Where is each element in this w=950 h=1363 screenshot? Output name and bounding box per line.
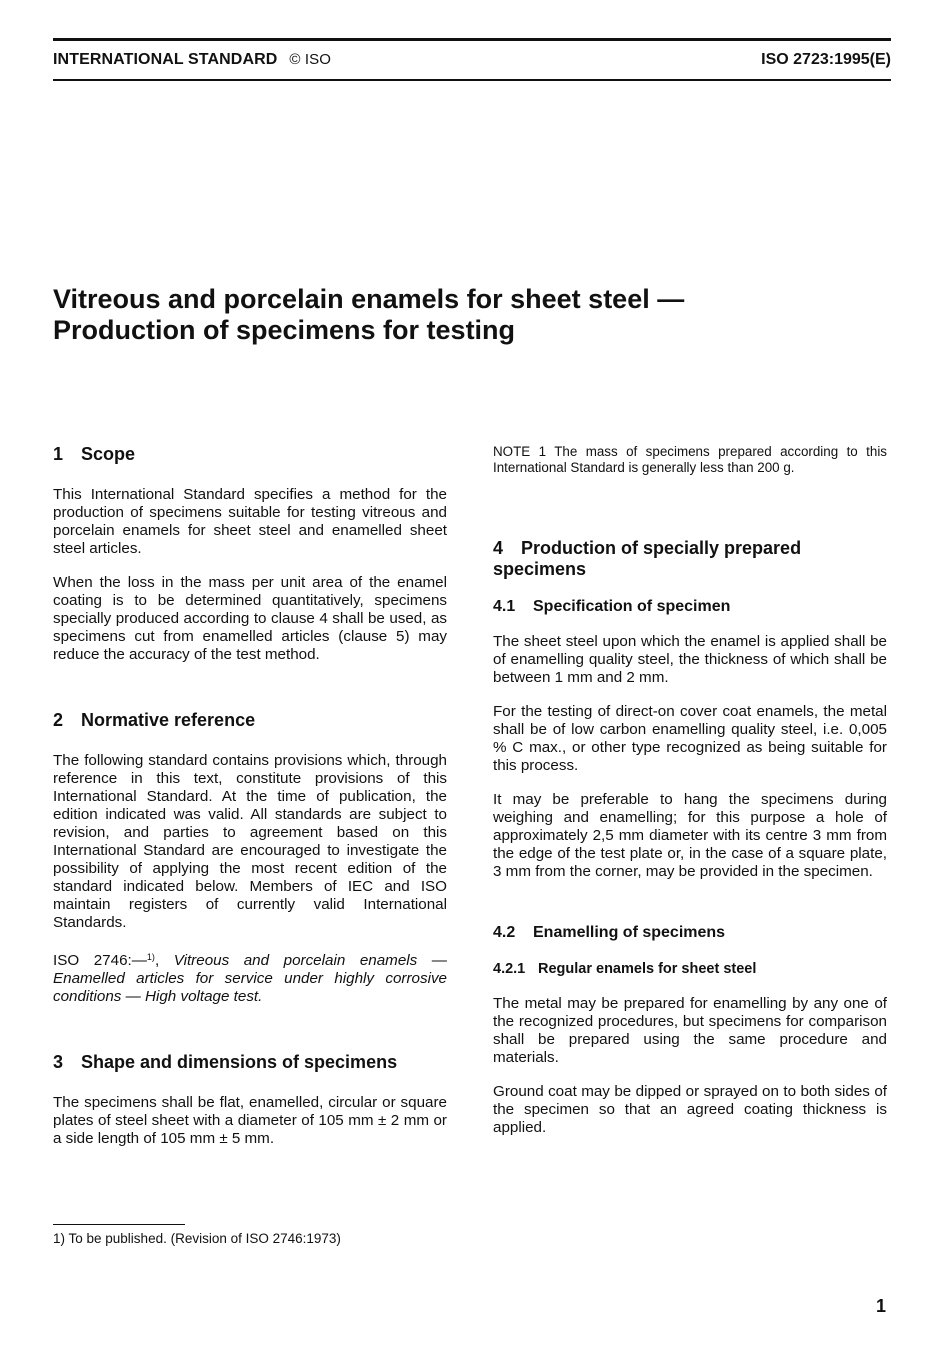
spec-paragraph-3: It may be preferable to hang the specimens during weighing and enamelling; for this purpose a hole of approximately 2,5 mm diameter with its centre 3 mm from the edge of the test plate or, in the case of a square plate, 3 mm from the corner, may be provided in the specimen. [493,791,887,880]
section-4-1-heading [493,597,887,616]
running-header [53,51,891,73]
section-title: Specification of specimen [533,598,731,615]
section-2-heading [53,710,447,731]
section-4-2-heading [493,923,887,942]
section-number: 2 [53,710,64,730]
section-number: 4 [493,538,504,558]
header-left [53,51,331,69]
document-title [53,284,873,346]
section-number: 4.2.1 [493,961,526,977]
left-column [53,440,447,1148]
section-title: Regular enamels for sheet steel [538,961,757,977]
footnote: 1) To be published. (Revision of ISO 2746:1973) [53,1231,341,1246]
shape-paragraph: The specimens shall be flat, enamelled, circular or square plates of steel sheet with a diameter of 105 mm ± 2 mm or a side length of 105 mm ± 5 mm. [53,1094,447,1147]
header-copyright: © ISO [289,51,331,68]
section-title: Enamelling of specimens [533,924,726,941]
section-4-heading [493,538,887,580]
section-4-2-1-heading [493,960,887,978]
reference-code: ISO 2746:— [53,952,147,969]
enamelling-paragraph-2: Ground coat may be dipped or sprayed on to both sides of the specimen so that an agreed coating thickness is applied. [493,1083,887,1136]
section-title: Shape and dimensions of specimens [81,1052,398,1072]
section-number: 4.1 [493,598,516,615]
section-title: Production of specially prepared specimens [493,538,802,579]
standard-code: ISO 2723:1995(E) [761,51,891,68]
section-1-heading [53,444,447,465]
spec-paragraph-1: The sheet steel upon which the enamel is applied shall be of enamelling quality steel, the thickness of which shall be between 1 mm and 2 mm. [493,633,887,686]
right-column [493,440,887,1137]
section-title: Normative reference [81,710,256,730]
header-bottom-rule [53,79,891,81]
note-1: NOTE 1 The mass of specimens prepared according to this International Standard is generally less than 200 g. [493,444,887,475]
title-line-2: Production of specimens for testing [53,315,516,345]
reference-title: Vitreous and porcelain enamels — Enamelled articles for service under highly corrosive conditions — High voltage test. [53,952,447,1005]
section-3-heading [53,1052,447,1073]
scope-paragraph-1: This International Standard specifies a method for the production of specimens suitable for testing vitreous and porcelain enamels for sheet steel and enamelled sheet steel articles. [53,486,447,557]
section-number: 1 [53,444,64,464]
footnote-rule [53,1224,185,1225]
normative-paragraph: The following standard contains provisions which, through reference in this text, constitute provisions of this International Standard. At the time of publication, the edition indicated was valid. All standards are subject to revision, and parties to agreement based on this International Standard are encouraged to investigate the possibility of applying the most recent edition of the standard indicated below. Members of IEC and ISO maintain registers of currently valid International Standards. [53,752,447,931]
header-label: INTERNATIONAL STANDARD [53,51,278,68]
section-title: Scope [81,444,136,464]
footnote-marker: 1) [146,952,155,962]
scope-paragraph-2: When the loss in the mass per unit area of the enamel coating is to be determined quantitatively, specimens specially produced according to clause 4 shall be used, as specimens cut from enamelled articles (clause 5) may reduce the accuracy of the test method. [53,574,447,663]
spec-paragraph-2: For the testing of direct-on cover coat enamels, the metal shall be of low carbon enamelling quality steel, i.e. 0,005 % C max., or other type recognized as being suitable for this process. [493,703,887,774]
title-line-1: Vitreous and porcelain enamels for sheet steel — [53,284,685,314]
section-number: 4.2 [493,924,516,941]
enamelling-paragraph-1: The metal may be prepared for enamelling by any one of the recognized procedures, but specimens for comparison shall be prepared using the same procedure and materials. [493,995,887,1066]
page-number: 1 [875,1296,886,1316]
section-number: 3 [53,1052,64,1072]
header-top-rule [53,38,891,41]
normative-reference-entry: ISO 2746:—$^{1)}$, Vitreous and porcelain enamels — Enamelled articles for service under highly corrosive conditions — High voltage test. [53,952,447,1005]
